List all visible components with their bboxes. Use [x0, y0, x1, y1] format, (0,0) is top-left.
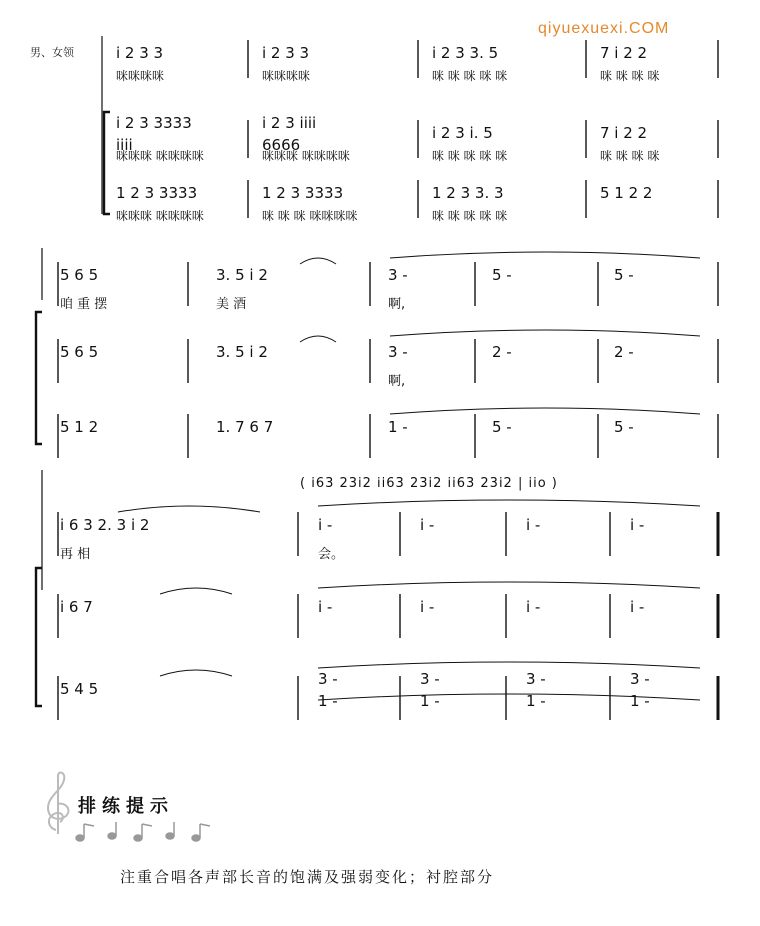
jianpu-notes: i 6 3 2. 3 i 2 — [60, 516, 150, 534]
music-notes-icon — [72, 820, 222, 848]
jianpu-notes: 3 - — [388, 343, 408, 361]
jianpu-notes: 5 6 5 — [60, 343, 99, 361]
tie-slur — [160, 588, 232, 594]
lyric-text: 美 酒 — [216, 297, 247, 312]
lyric-text: 啊, — [388, 297, 406, 312]
jianpu-notes-upper: 3 - — [630, 670, 650, 688]
tie-slur — [390, 408, 700, 414]
jianpu-notes-lower: 1 - — [420, 692, 440, 710]
jianpu-notes: i - — [420, 598, 435, 616]
watermark: qiyuexuexi.COM — [538, 20, 670, 37]
lyric-text: 咪 咪 咪 咪 — [600, 149, 660, 163]
lyric-text: 咪咪咪 咪咪咪咪 — [116, 209, 204, 223]
jianpu-notes: 3 - — [388, 266, 408, 284]
tie-slur — [390, 252, 700, 258]
jianpu-notes: i - — [630, 516, 645, 534]
tie-slur — [318, 582, 700, 588]
jianpu-notes: 5 - — [614, 418, 634, 436]
tie-slur — [300, 258, 336, 264]
jianpu-notes-lower: iiii — [116, 136, 133, 154]
jianpu-notes: i - — [318, 598, 333, 616]
jianpu-notes: i - — [526, 598, 541, 616]
jianpu-notes: 1 2 3 3. 3 — [432, 184, 504, 202]
lyric-text: 咪 咪 咪 咪 咪 — [432, 69, 508, 83]
rehearsal-tips-title: 排练提示 — [78, 796, 174, 817]
jianpu-notes: 5 4 5 — [60, 680, 99, 698]
lyric-text: 咱 重 摆 — [60, 297, 108, 312]
jianpu-notes: 5 - — [614, 266, 634, 284]
jianpu-notes: 1 - — [388, 418, 408, 436]
lyric-text: 咪 咪 咪 咪咪咪咪 — [262, 209, 358, 223]
jianpu-notes: i 6 7 — [60, 598, 93, 616]
lyric-text: 咪 咪 咪 咪 咪 — [432, 149, 508, 163]
jianpu-notes: 3. 5 i 2 — [216, 266, 268, 284]
jianpu-notes-upper: i 2 3 3333 — [116, 114, 192, 132]
jianpu-notes: i 2 3 3. 5 — [432, 44, 499, 62]
lyric-text: 再 相 — [60, 547, 91, 562]
jianpu-notes-lower: 1 - — [630, 692, 650, 710]
jianpu-notes: 1 2 3 3333 — [262, 184, 344, 202]
system-bracket — [36, 312, 42, 444]
jianpu-notes: 5 - — [492, 266, 512, 284]
jianpu-notes: i 2 3 3 — [262, 44, 310, 62]
jianpu-notes-upper: 3 - — [526, 670, 546, 688]
jianpu-notes: 3. 5 i 2 — [216, 343, 268, 361]
lyric-text: 咪咪咪 咪咪咪咪 — [116, 149, 204, 163]
jianpu-notes: i - — [630, 598, 645, 616]
jianpu-notes: 1 2 3 3333 — [116, 184, 198, 202]
part-label: 男、女领 — [30, 46, 74, 59]
tie-slur — [160, 670, 232, 676]
tie-slur — [318, 500, 700, 506]
jianpu-notes: i - — [526, 516, 541, 534]
lyric-text: 啊, — [388, 374, 406, 389]
jianpu-notes: i 2 3 i. 5 — [432, 124, 493, 142]
jianpu-notes: 2 - — [614, 343, 634, 361]
jianpu-notes: 5 - — [492, 418, 512, 436]
jianpu-notes: 5 6 5 — [60, 266, 99, 284]
jianpu-notes-upper: 3 - — [420, 670, 440, 688]
tie-slur — [318, 662, 700, 668]
jianpu-notes: i - — [318, 516, 333, 534]
jianpu-notes: 7 i 2 2 — [600, 44, 648, 62]
lyric-text: 咪咪咪咪 — [116, 69, 165, 83]
tie-slur — [118, 506, 260, 512]
lyric-text: 会。 — [318, 547, 345, 562]
jianpu-notes-lower: 6666 — [262, 136, 301, 154]
jianpu-notes-lower: 1 - — [318, 692, 338, 710]
lyric-text: 咪 咪 咪 咪 咪 — [432, 209, 508, 223]
lyric-text: 咪 咪 咪 咪 — [600, 69, 660, 83]
rehearsal-tips-text: 注重合唱各声部长音的饱满及强弱变化；衬腔部分 — [120, 868, 495, 886]
tie-slur — [300, 336, 336, 342]
system-bracket — [36, 568, 42, 706]
lyric-text: 咪咪咪 咪咪咪咪 — [262, 149, 350, 163]
jianpu-notes: 5 1 2 — [60, 418, 99, 436]
jianpu-notes-upper: i 2 3 iiii — [262, 114, 317, 132]
jianpu-notes-lower: 1 - — [526, 692, 546, 710]
jianpu-notes: i 2 3 3 — [116, 44, 164, 62]
tie-slur — [390, 330, 700, 336]
lyric-text: 咪咪咪咪 — [262, 69, 311, 83]
jianpu-notes-upper: 3 - — [318, 670, 338, 688]
jianpu-notes: 7 i 2 2 — [600, 124, 648, 142]
interlude-notation: ( i63 23i2 ii63 23i2 ii63 23i2 | iio ) — [300, 476, 558, 491]
system-bracket — [104, 112, 110, 214]
jianpu-notes: i - — [420, 516, 435, 534]
jianpu-notes: 5 1 2 2 — [600, 184, 653, 202]
jianpu-notes: 2 - — [492, 343, 512, 361]
jianpu-notes: 1. 7 6 7 — [216, 418, 274, 436]
